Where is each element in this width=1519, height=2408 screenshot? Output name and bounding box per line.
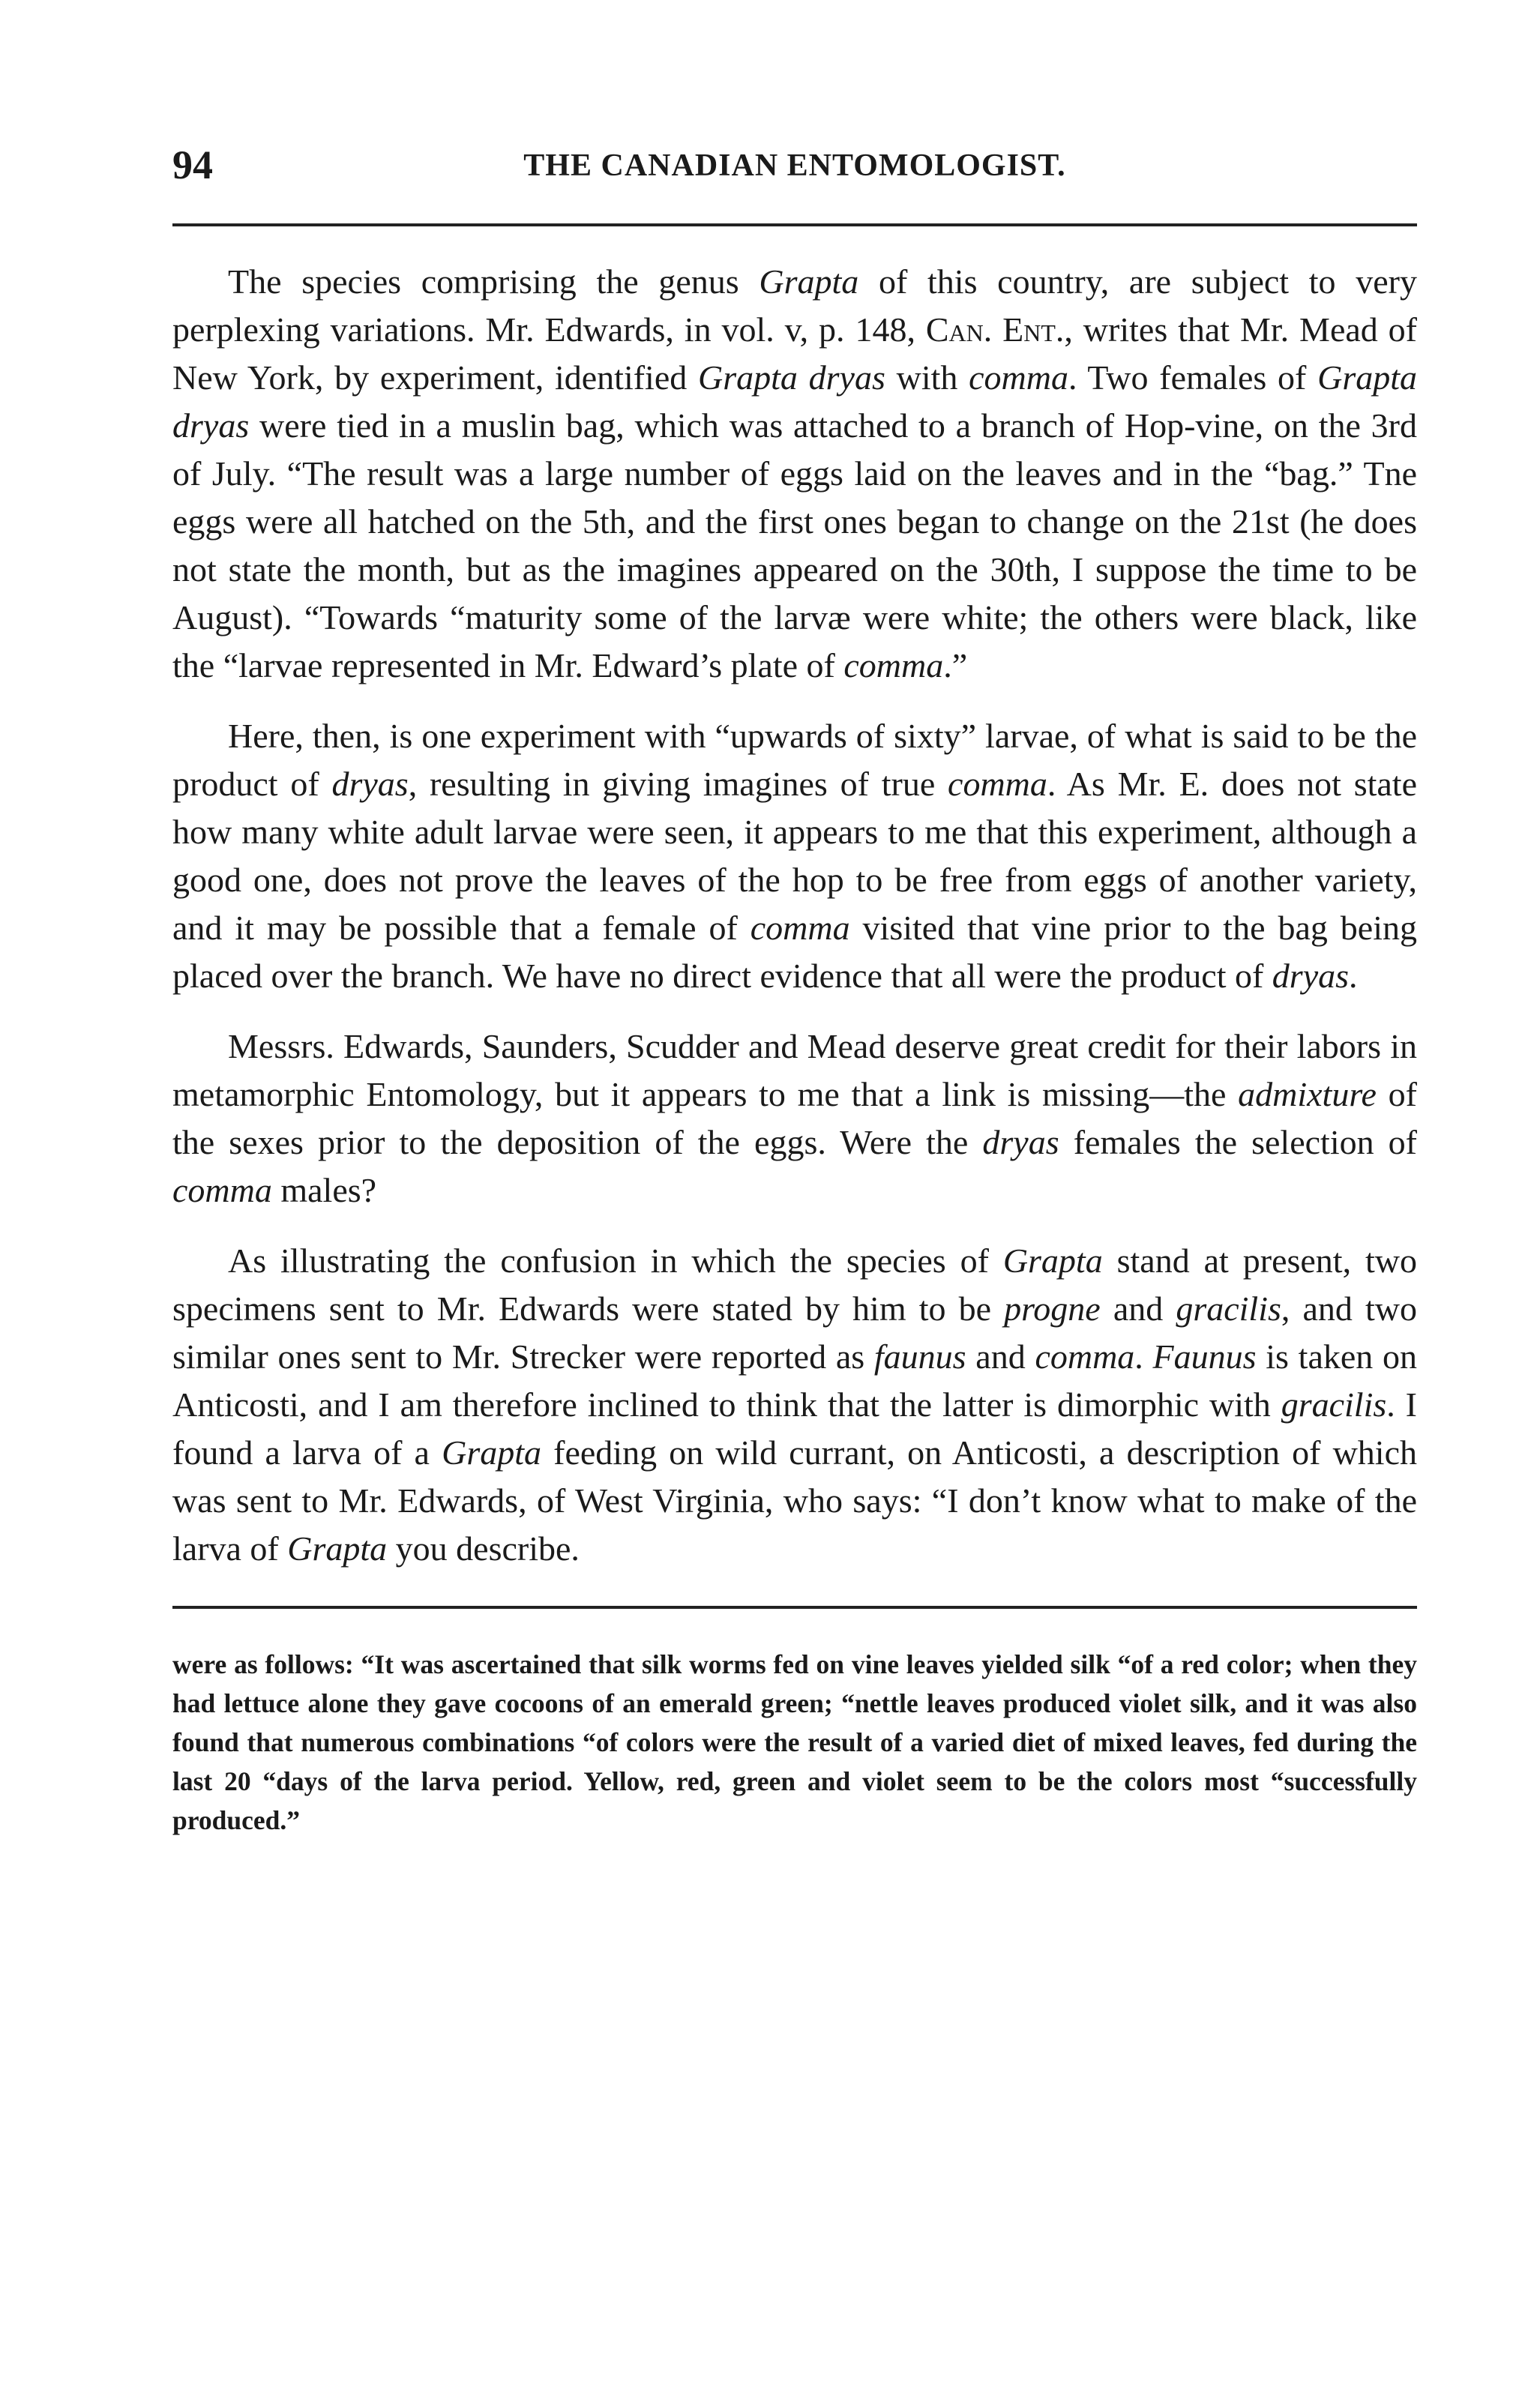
text-run: visited that vine prior to the bag being placed over the branch. We have no direct evidence that all were the product of: [172, 909, 1418, 995]
paragraph: [172, 1023, 1417, 1214]
text-run: , writes that Mr. Mead of New York, by experiment, identified: [172, 310, 1417, 397]
text-run: with: [885, 358, 969, 397]
page-number: 94: [172, 142, 213, 187]
text-run: of the sexes prior to the deposition of the eggs. Were the: [172, 1075, 1417, 1161]
italic-term: faunus: [873, 1337, 966, 1376]
text-run: As illustrating the confusion in which the species of: [228, 1241, 1003, 1280]
text-run: .”: [943, 646, 968, 684]
footnote-text: were as follows: “It was ascertained that silk worms fed on vine leaves yielded silk “of a red color; when they had lettuce alone they gave cocoons of an emerald green; “nettle leaves produced violet silk, and it was also found that numerous combinations “of colors were the result of a varied diet of mixed leaves, fed during the last 20 “days of the larva period. Yellow, red, green and violet seem to be the colors most “successfully produced.”: [172, 1649, 1417, 1835]
italic-term: Grapta dryas: [172, 358, 1418, 445]
italic-term: dryas: [982, 1123, 1059, 1161]
text-run: , resulting in giving imagines of true: [408, 765, 948, 803]
text-run: is taken on Anticosti, and I am therefore inclined to think that the latter is dimorphic with: [172, 1337, 1418, 1424]
text-run: were tied in a muslin bag, which was attached to a branch of Hop-vine, on the 3rd of July. “The result was a large number of eggs laid on the leaves and in the “bag.” Tne eggs were all hatched on the 5th, and the first ones began to change on the 21st (he does not state the month, but as the imagines appeared on the 30th, I suppose the time to be August). “Towards “maturity some of the larvæ were white; the others were black, like the “larvae represented in Mr. Edward’s plate of: [172, 406, 1417, 684]
text-run: feeding on wild currant, on Anticosti, a description of which was sent to Mr. Edwards, of West Virginia, who says: “I don’t know what to make of the larva of: [172, 1433, 1417, 1568]
italic-term: gracilis: [1281, 1385, 1387, 1424]
text-run: and: [1100, 1289, 1176, 1328]
text-run: The species comprising the genus: [228, 262, 760, 301]
text-run: males?: [271, 1171, 377, 1209]
text-run: Here, then, is one experiment with “upwards of sixty” larvae, of what is said to be the product of: [172, 717, 1417, 803]
italic-term: Grapta: [759, 262, 859, 301]
paragraph: [172, 1237, 1417, 1573]
paragraph: [172, 258, 1417, 690]
italic-term: comma: [1035, 1337, 1135, 1376]
italic-term: comma: [948, 765, 1047, 803]
footnote: [172, 1645, 1417, 1840]
italic-term: comma: [969, 358, 1068, 397]
text-run: you describe.: [387, 1529, 580, 1568]
italic-term: progne: [1004, 1289, 1101, 1328]
text-run: and: [966, 1337, 1035, 1376]
italic-term: comma: [843, 646, 944, 684]
page-header: [172, 142, 1417, 195]
italic-term: dryas: [1272, 957, 1350, 995]
italic-term: Grapta dryas: [697, 358, 885, 397]
text-run: stand at present, two specimens sent to Mr. Edwards were stated by him to be: [172, 1241, 1417, 1328]
text-run: of this country, are subject to very perplexing variations. Mr. Edwards, in vol. v, p. 148,: [172, 262, 1417, 349]
header-rule: [172, 223, 1417, 226]
text-run: females the selection of: [1059, 1123, 1417, 1161]
italic-term: comma: [750, 909, 850, 947]
text-run: Messrs. Edwards, Saunders, Scudder and Mead deserve great credit for their labors in metamorphic Entomology, but it appears to me that a link is missing—the: [172, 1027, 1417, 1113]
italic-term: Faunus: [1152, 1337, 1257, 1376]
running-title: THE CANADIAN ENTOMOLOGIST.: [523, 148, 1066, 183]
text-run: .: [1349, 957, 1358, 995]
italic-term: admixture: [1238, 1075, 1377, 1113]
text-run: . As Mr. E. does not state how many white adult larvae were seen, it appears to me that this experiment, although a good one, does not prove the leaves of the hop to be free from eggs of another variety, and it may be possible that a female of: [172, 765, 1417, 947]
italic-term: Grapta: [1002, 1241, 1103, 1280]
italic-term: dryas: [331, 765, 409, 803]
italic-term: comma: [172, 1171, 272, 1209]
footnote-rule: [172, 1606, 1417, 1609]
body-text: [172, 258, 1417, 1573]
text-run: . I found a larva of a: [172, 1385, 1417, 1472]
italic-term: gracilis: [1176, 1289, 1281, 1328]
page: [172, 142, 1417, 1840]
italic-term: Grapta: [287, 1529, 388, 1568]
italic-term: Grapta: [442, 1433, 541, 1472]
text-run: .: [1134, 1337, 1153, 1376]
journal-abbrev: Can. Ent.: [925, 310, 1065, 349]
text-run: . Two females of: [1068, 358, 1318, 397]
text-run: , and two similar ones sent to Mr. Strecker were reported as: [172, 1289, 1417, 1376]
paragraph: [172, 712, 1417, 1000]
